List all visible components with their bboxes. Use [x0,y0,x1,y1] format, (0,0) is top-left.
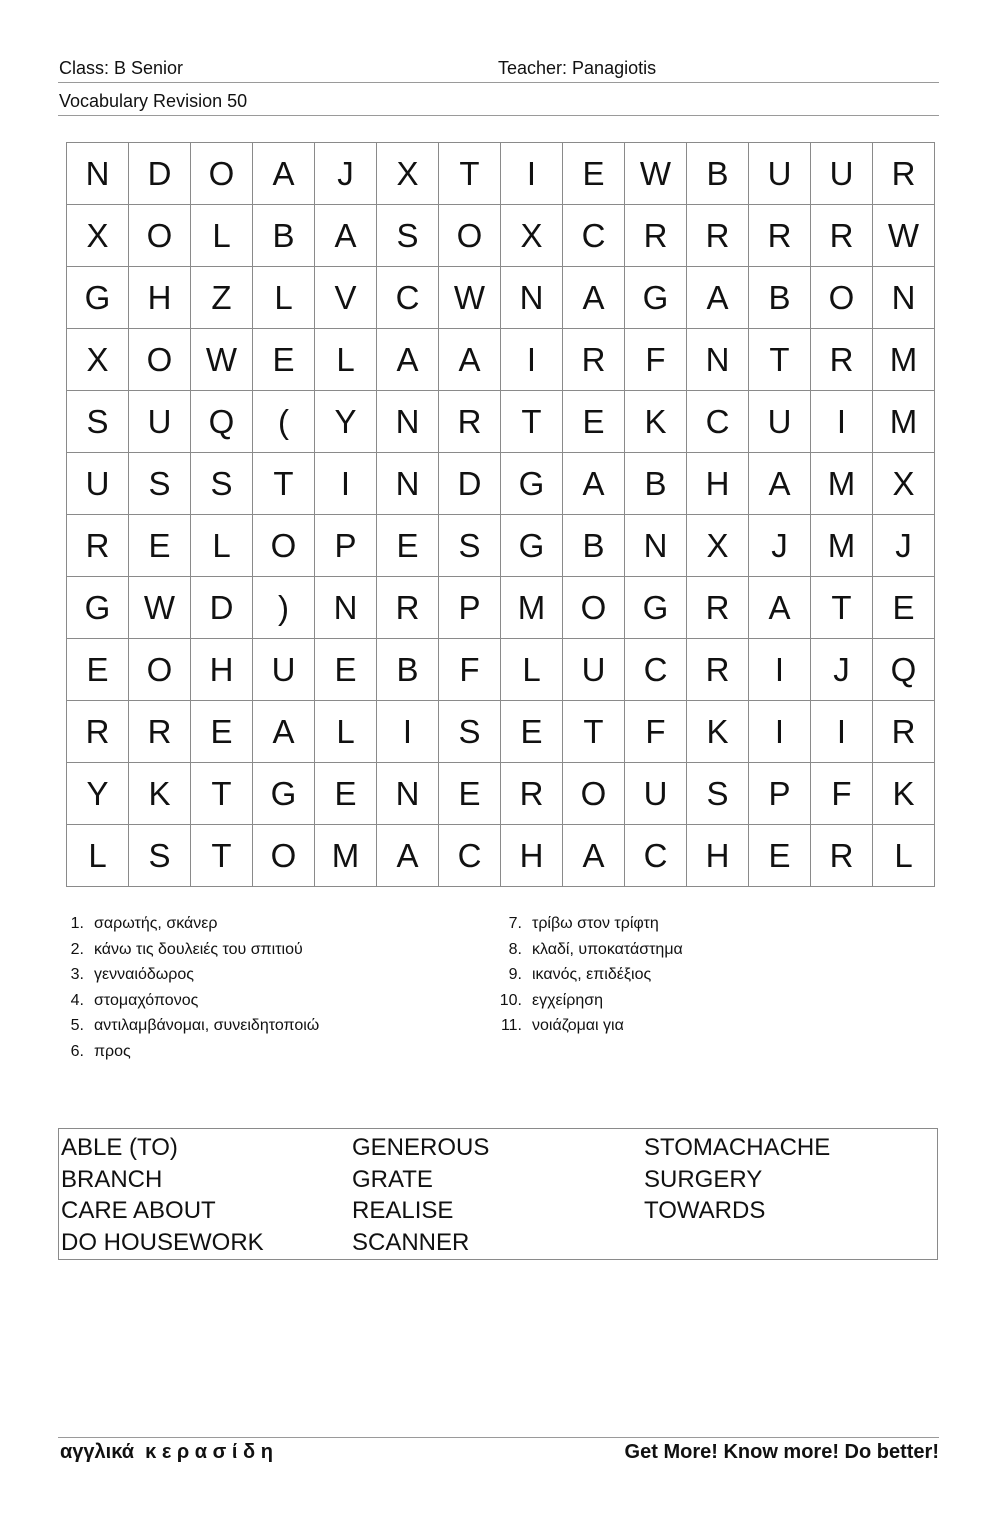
grid-cell[interactable]: A [563,267,625,329]
grid-row [67,515,935,577]
grid-cell[interactable]: S [129,825,191,887]
grid-cell[interactable]: E [315,763,377,825]
grid-cell[interactable]: A [253,143,315,205]
grid-cell[interactable]: A [749,453,811,515]
grid-cell[interactable]: Q [191,391,253,453]
grid-cell[interactable]: S [67,391,129,453]
grid-cell[interactable]: W [191,329,253,391]
grid-cell[interactable]: X [67,329,129,391]
grid-cell[interactable]: W [129,577,191,639]
clue-text: ικανός, επιδέξιος [532,966,652,984]
clue-number: 6. [70,1042,84,1060]
grid-cell[interactable]: R [67,515,129,577]
clue-text: προς [94,1042,131,1060]
grid-cell[interactable]: U [625,763,687,825]
page-title: Vocabulary Revision 50 [59,91,248,111]
grid-cell[interactable]: R [439,391,501,453]
grid-cell[interactable]: R [129,701,191,763]
grid-cell[interactable]: R [749,205,811,267]
grid-row [67,825,935,887]
grid-cell[interactable]: C [377,267,439,329]
grid-cell[interactable]: S [377,205,439,267]
grid-cell[interactable]: B [625,453,687,515]
grid-cell[interactable]: O [191,143,253,205]
grid-cell[interactable]: Y [315,391,377,453]
grid-cell[interactable]: C [563,205,625,267]
grid-cell[interactable]: I [377,701,439,763]
grid-cell[interactable]: O [811,267,873,329]
grid-cell[interactable]: J [315,143,377,205]
grid-cell[interactable]: K [687,701,749,763]
word-bank-column [61,1132,264,1259]
grid-cell[interactable]: P [315,515,377,577]
word-bank-item: CARE ABOUT [61,1197,216,1225]
grid-cell[interactable]: R [377,577,439,639]
grid-cell[interactable]: I [315,453,377,515]
grid-cell[interactable]: N [67,143,129,205]
grid-cell[interactable]: H [687,453,749,515]
grid-cell[interactable]: A [749,577,811,639]
grid-cell[interactable]: N [315,577,377,639]
footer-slogan: Get More! Know more! Do better! [624,1441,939,1463]
grid-cell[interactable]: I [749,639,811,701]
grid-cell[interactable]: U [811,143,873,205]
grid-cell[interactable]: R [687,577,749,639]
clue-text: τρίβω στον τρίφτη [532,915,659,932]
grid-cell[interactable]: S [439,515,501,577]
grid-cell[interactable]: X [873,453,935,515]
grid-cell[interactable]: R [811,329,873,391]
grid-cell[interactable]: Y [67,763,129,825]
grid-cell[interactable]: M [315,825,377,887]
grid-cell[interactable]: T [253,453,315,515]
grid-cell[interactable]: N [625,515,687,577]
grid-cell[interactable]: I [501,329,563,391]
class-label: Class: B Senior [59,58,184,78]
word-bank-item: SCANNER [352,1229,470,1257]
grid-row [67,763,935,825]
clue-text: νοιάζομαι για [532,1017,624,1035]
grid-cell[interactable]: L [501,639,563,701]
grid-cell[interactable]: S [191,453,253,515]
grid-cell[interactable]: O [129,639,191,701]
grid-cell[interactable]: E [501,701,563,763]
grid-cell[interactable]: M [873,391,935,453]
grid-cell[interactable]: R [625,205,687,267]
grid-cell[interactable]: X [687,515,749,577]
grid-cell[interactable]: R [873,143,935,205]
grid-cell[interactable]: O [563,763,625,825]
grid-cell[interactable]: E [563,391,625,453]
grid-cell[interactable]: G [501,515,563,577]
grid-cell[interactable]: Q [873,639,935,701]
grid-cell[interactable]: O [439,205,501,267]
grid-cell[interactable]: X [501,205,563,267]
grid-cell[interactable]: E [749,825,811,887]
grid-cell[interactable]: K [129,763,191,825]
grid-cell[interactable]: N [873,267,935,329]
grid-cell[interactable]: A [687,267,749,329]
grid-cell[interactable]: C [687,391,749,453]
grid-cell[interactable]: D [191,577,253,639]
word-bank-item: TOWARDS [644,1197,766,1225]
grid-row [67,453,935,515]
grid-cell[interactable]: J [749,515,811,577]
grid-row [67,639,935,701]
grid-cell[interactable]: H [687,825,749,887]
grid-row [67,391,935,453]
grid-cell[interactable]: U [129,391,191,453]
grid-cell[interactable]: F [439,639,501,701]
grid-cell[interactable]: E [253,329,315,391]
grid-cell[interactable]: M [811,453,873,515]
grid-cell[interactable]: M [501,577,563,639]
grid-cell[interactable]: J [811,639,873,701]
grid-cell[interactable]: A [377,825,439,887]
grid-cell[interactable]: I [749,701,811,763]
grid-cell[interactable]: E [129,515,191,577]
grid-cell[interactable]: Z [191,267,253,329]
grid-row [67,143,935,205]
grid-cell[interactable]: A [315,205,377,267]
clue-text: κλαδί, υποκατάστημα [532,940,683,958]
clue-number: 5. [70,1017,84,1035]
grid-cell[interactable]: X [377,143,439,205]
grid-cell[interactable]: R [687,639,749,701]
word-bank-item: GENEROUS [352,1134,490,1161]
word-bank-column [352,1132,489,1259]
grid-cell[interactable]: B [377,639,439,701]
word-bank-item: REALISE [352,1197,454,1225]
clue-text: αντιλαμβάνομαι, συνειδητοποιώ [94,1017,320,1035]
grid-cell[interactable]: B [563,515,625,577]
grid-cell[interactable]: G [625,267,687,329]
grid-cell[interactable]: T [501,391,563,453]
header-row-class-teacher [58,55,939,83]
grid-cell[interactable]: A [377,329,439,391]
word-bank-item: STOMACHACHE [644,1134,831,1161]
grid-cell[interactable]: F [625,329,687,391]
grid-cell[interactable]: E [873,577,935,639]
grid-cell[interactable]: B [687,143,749,205]
grid-cell[interactable]: T [439,143,501,205]
grid-cell[interactable]: T [191,825,253,887]
grid-cell[interactable]: G [501,453,563,515]
grid-cell[interactable]: T [811,577,873,639]
word-search-grid [66,142,935,887]
grid-cell[interactable]: H [191,639,253,701]
grid-cell[interactable]: A [439,329,501,391]
grid-cell[interactable]: I [501,143,563,205]
grid-row [67,329,935,391]
grid-cell[interactable]: O [129,329,191,391]
footer-divider [58,1437,939,1438]
grid-cell[interactable]: C [625,639,687,701]
grid-cell[interactable]: U [67,453,129,515]
word-bank-item: BRANCH [61,1165,163,1193]
grid-cell[interactable]: E [315,639,377,701]
grid-cell[interactable]: S [439,701,501,763]
teacher-label: Teacher: Panagiotis [498,58,657,78]
grid-cell[interactable]: U [563,639,625,701]
grid-cell[interactable]: M [873,329,935,391]
grid-cell[interactable]: M [811,515,873,577]
grid-cell[interactable]: R [873,701,935,763]
grid-cell[interactable]: E [377,515,439,577]
grid-cell[interactable]: L [873,825,935,887]
clue-number: 3. [70,966,84,984]
grid-cell[interactable]: J [873,515,935,577]
grid-cell[interactable]: H [129,267,191,329]
grid-cell[interactable]: F [625,701,687,763]
grid-cell[interactable]: O [253,515,315,577]
grid-cell[interactable]: D [129,143,191,205]
grid-cell[interactable]: B [253,205,315,267]
grid-cell[interactable]: S [687,763,749,825]
grid-cell[interactable]: E [439,763,501,825]
grid-cell[interactable]: G [67,577,129,639]
grid-cell[interactable]: L [191,515,253,577]
grid-row [67,701,935,763]
grid-cell[interactable]: K [625,391,687,453]
grid-cell[interactable]: B [749,267,811,329]
header-row-title [58,87,939,116]
grid-cell[interactable]: R [501,763,563,825]
grid-cell[interactable]: T [563,701,625,763]
grid-cell[interactable]: G [67,267,129,329]
grid-cell[interactable]: L [253,267,315,329]
grid-cell[interactable]: R [687,205,749,267]
clue-number: 2. [70,940,84,958]
grid-cell[interactable]: P [439,577,501,639]
clue-text: στομαχόπονος [94,991,199,1009]
grid-cell[interactable]: W [873,205,935,267]
grid-cell[interactable]: V [315,267,377,329]
grid-cell[interactable]: W [625,143,687,205]
clue-number: 1. [70,915,84,932]
grid-cell[interactable]: T [191,763,253,825]
grid-cell[interactable]: G [253,763,315,825]
grid-cell[interactable]: N [377,763,439,825]
grid-cell[interactable]: R [563,329,625,391]
grid-cell[interactable]: C [625,825,687,887]
grid-cell[interactable]: O [563,577,625,639]
grid-cell[interactable]: X [67,205,129,267]
grid-cell[interactable]: O [129,205,191,267]
grid-cell[interactable]: A [563,453,625,515]
grid-cell[interactable]: W [439,267,501,329]
grid-cell[interactable]: N [501,267,563,329]
grid-cell[interactable]: K [873,763,935,825]
grid-cell[interactable]: L [315,701,377,763]
word-bank-item: GRATE [352,1165,433,1193]
grid-row [67,205,935,267]
word-bank-column [644,1132,830,1227]
grid-cell[interactable]: L [67,825,129,887]
grid-cell[interactable]: L [315,329,377,391]
grid-cell[interactable]: U [253,639,315,701]
grid-cell[interactable]: I [811,701,873,763]
grid-cell[interactable]: T [749,329,811,391]
word-bank [58,1128,938,1260]
grid-cell[interactable]: A [563,825,625,887]
grid-cell[interactable]: D [439,453,501,515]
grid-cell[interactable]: E [67,639,129,701]
clue-number: 7. [508,915,522,932]
footer-brand: αγγλικά κ ε ρ α σ ί δ η [60,1441,273,1463]
grid-cell[interactable]: U [749,391,811,453]
word-bank-item: ABLE (TO) [61,1134,178,1161]
grid-cell[interactable]: N [687,329,749,391]
grid-cell[interactable]: R [811,825,873,887]
clue-number: 4. [70,991,84,1009]
grid-cell[interactable]: E [191,701,253,763]
grid-cell[interactable]: N [377,453,439,515]
grid-cell[interactable]: S [129,453,191,515]
clue-text: εγχείρηση [532,991,603,1009]
grid-cell[interactable]: C [439,825,501,887]
clue-number: 8. [508,940,522,958]
clue-text: σαρωτής, σκάνερ [94,915,218,932]
clue-text: κάνω τις δουλειές του σπιτιού [94,940,303,958]
word-bank-item: DO HOUSEWORK [61,1229,264,1257]
grid-cell[interactable]: ) [253,577,315,639]
grid-cell[interactable]: O [253,825,315,887]
grid-cell[interactable]: L [191,205,253,267]
clue-number: 9. [508,966,522,984]
grid-cell[interactable]: A [253,701,315,763]
grid-cell[interactable]: U [749,143,811,205]
clue-text: γενναιόδωρος [94,966,194,984]
grid-cell[interactable]: R [67,701,129,763]
grid-cell[interactable]: ( [253,391,315,453]
grid-cell[interactable]: P [749,763,811,825]
word-bank-item: SURGERY [644,1165,763,1193]
grid-cell[interactable]: I [811,391,873,453]
clue-number: 11. [500,1017,522,1035]
grid-row [67,577,935,639]
grid-cell[interactable]: E [563,143,625,205]
grid-cell[interactable]: G [625,577,687,639]
grid-row [67,267,935,329]
clue-number: 10. [499,991,522,1009]
grid-cell[interactable]: R [811,205,873,267]
grid-cell[interactable]: H [501,825,563,887]
grid-cell[interactable]: N [377,391,439,453]
grid-cell[interactable]: F [811,763,873,825]
